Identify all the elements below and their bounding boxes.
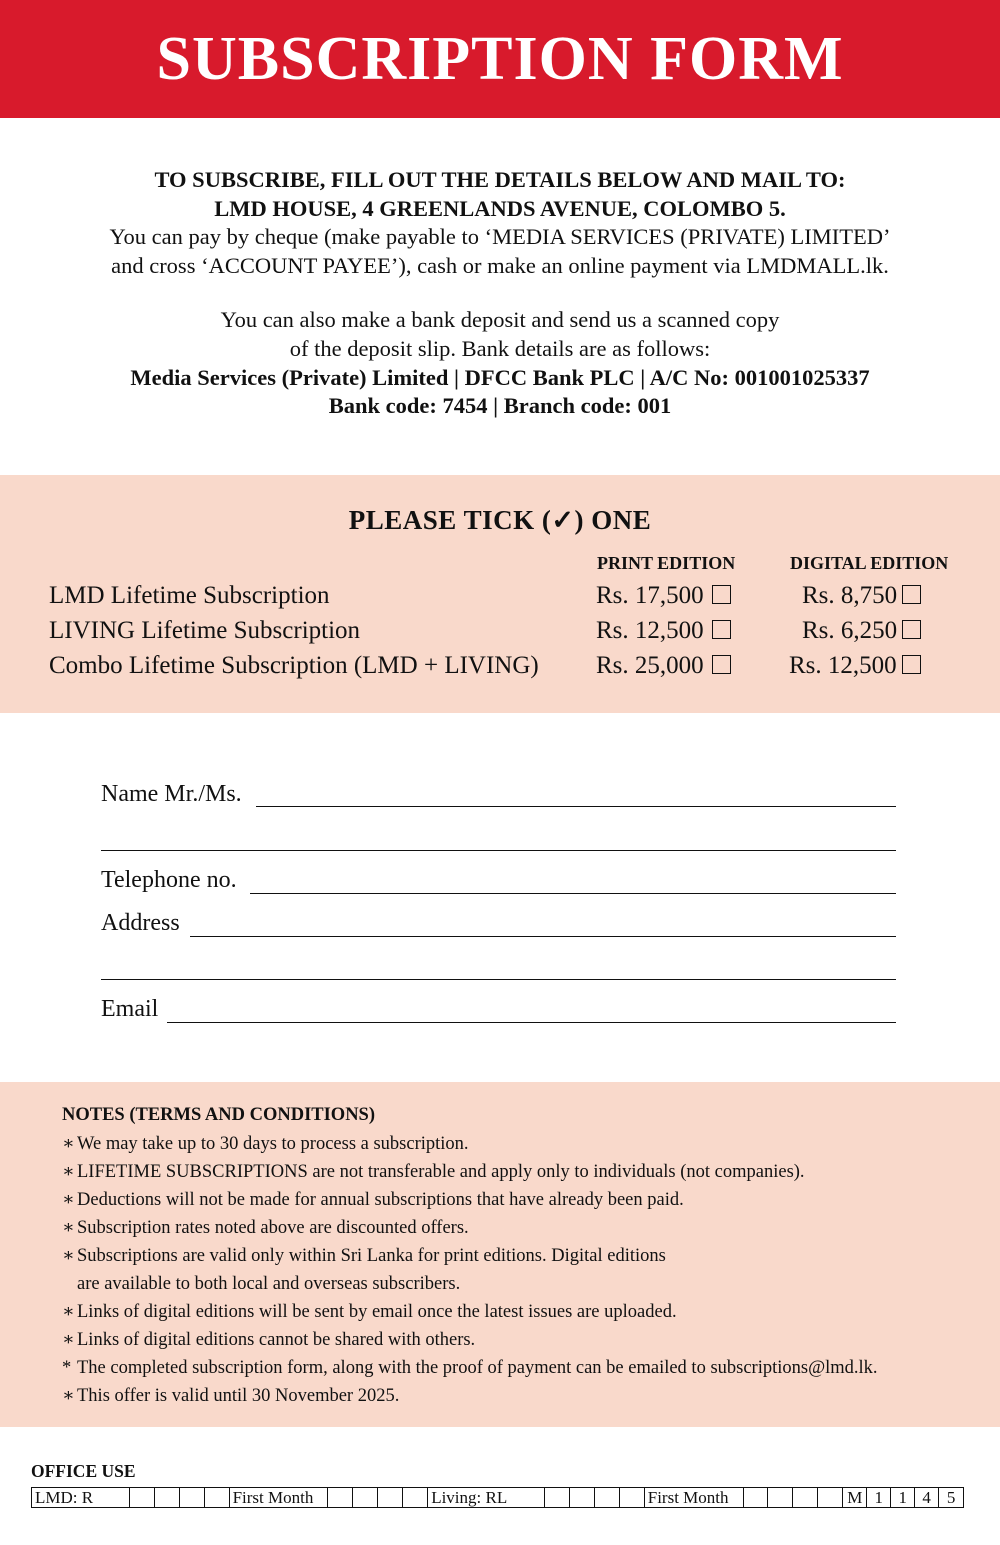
office-code-cell: 5 [946,1488,956,1507]
office-blank-cell [793,1488,818,1507]
option-label: LMD Lifetime Subscription [49,582,330,609]
office-use-grid [31,1487,964,1508]
note-item: ∗ Subscription rates noted above are discounted offers. [62,1218,469,1238]
title-banner [0,0,1000,118]
option-label: Combo Lifetime Subscription (LMD + LIVING) [49,652,539,679]
office-blank-cell [403,1488,428,1507]
note-item: ∗ We may take up to 30 days to process a subscription. [62,1134,469,1154]
office-blank-cell [570,1488,595,1507]
address-field[interactable] [190,936,896,937]
note-item: ∗ LIFETIME SUBSCRIPTIONS are not transferable and apply only to individuals (not companies). [62,1162,805,1182]
note-item: ∗ This offer is valid until 30 November 2025. [62,1386,400,1406]
option-row-living [0,617,1000,651]
office-blank-cell [768,1488,793,1507]
office-code-cell: 1 [891,1488,915,1507]
digital-checkbox[interactable] [902,585,921,604]
office-blank-cell [818,1488,843,1507]
name-label: Name Mr./Ms. [101,781,242,807]
print-checkbox[interactable] [712,655,731,674]
office-blank-cell [130,1488,155,1507]
name-field[interactable] [256,806,896,807]
office-use-title: OFFICE USE [31,1461,136,1481]
address-field-line-2[interactable] [101,979,896,980]
office-blank-cell [378,1488,403,1507]
bank-account: Media Services (Private) Limited | DFCC Bank PLC | A/C No: 001001025337 [130,364,870,390]
payment-info-1: You can pay by cheque (make payable to ‘MEDIA SERVICES (PRIVATE) LIMITED’ [109,224,891,250]
mail-address: LMD HOUSE, 4 GREENLANDS AVENUE, COLOMBO 5. [214,195,786,221]
office-blank-cell [205,1488,230,1507]
terms-panel [0,1082,1000,1427]
office-living-cell: Living: RL [428,1488,545,1507]
notes-title: NOTES (TERMS AND CONDITIONS) [62,1105,376,1125]
print-price: Rs. 12,500 [596,617,731,645]
note-item: ∗ Deductions will not be made for annual subscriptions that have already been paid. [62,1190,684,1210]
email-field[interactable] [167,1022,896,1023]
print-price: Rs. 17,500 [596,582,731,610]
print-price: Rs. 25,000 [596,652,731,680]
office-blank-cell [353,1488,378,1507]
digital-price: Rs. 8,750 [802,582,921,610]
contact-form [0,713,1000,1081]
office-lmd-cell: LMD: R [32,1488,130,1507]
office-blank-cell [744,1488,769,1507]
digital-checkbox[interactable] [902,620,921,639]
digital-edition-header: DIGITAL EDITION [790,553,949,573]
subscription-options-panel [0,475,1000,713]
note-item: ∗ Links of digital editions will be sent by email once the latest issues are uploaded. [62,1302,677,1322]
print-checkbox[interactable] [712,585,731,604]
page-title: SUBSCRIPTION FORM [156,24,844,93]
telephone-field[interactable] [250,893,896,894]
digital-checkbox[interactable] [902,655,921,674]
office-code-cell: M [843,1488,867,1507]
mail-instruction: TO SUBSCRIBE, FILL OUT THE DETAILS BELOW AND MAIL TO: [154,167,846,192]
note-item: * The completed subscription form, along with the proof of payment can be emailed to subscriptions@lmd.lk. [62,1358,878,1378]
bank-codes: Bank code: 7454 | Branch code: 001 [328,393,672,419]
tick-title: PLEASE TICK (✓) ONE [348,505,652,535]
digital-price: Rs. 12,500 [789,652,921,680]
bank-info-2: of the deposit slip. Bank details are as follows: [289,335,711,361]
office-blank-cell [545,1488,570,1507]
telephone-label: Telephone no. [101,867,237,893]
print-checkbox[interactable] [712,620,731,639]
option-row-lmd [0,582,1000,616]
office-first-month-cell: First Month [230,1488,329,1507]
option-row-combo [0,652,1000,686]
intro-block [0,166,1000,421]
payment-info-2: and cross ‘ACCOUNT PAYEE’), cash or make an online payment via LMDMALL.lk. [111,252,889,278]
office-blank-cell [155,1488,180,1507]
digital-price: Rs. 6,250 [802,617,921,645]
address-label: Address [101,910,180,936]
office-blank-cell [595,1488,620,1507]
email-label: Email [101,996,159,1022]
office-blank-cell [620,1488,645,1507]
bank-info-1: You can also make a bank deposit and send us a scanned copy [220,307,780,333]
office-blank-cell [328,1488,353,1507]
print-edition-header: PRINT EDITION [597,553,736,573]
note-item: ∗ Links of digital editions cannot be shared with others. [62,1330,476,1350]
option-label: LIVING Lifetime Subscription [49,617,361,644]
office-blank-cell [180,1488,205,1507]
office-code-cell: 1 [867,1488,891,1507]
name-field-line-2[interactable] [101,850,896,851]
office-first-month-cell: First Month [645,1488,744,1507]
office-code-cell: 4 [915,1488,939,1507]
note-item: ∗ Subscriptions are valid only within Sri Lanka for print editions. Digital editions are available to both local and overseas subscribers. [62,1246,666,1294]
